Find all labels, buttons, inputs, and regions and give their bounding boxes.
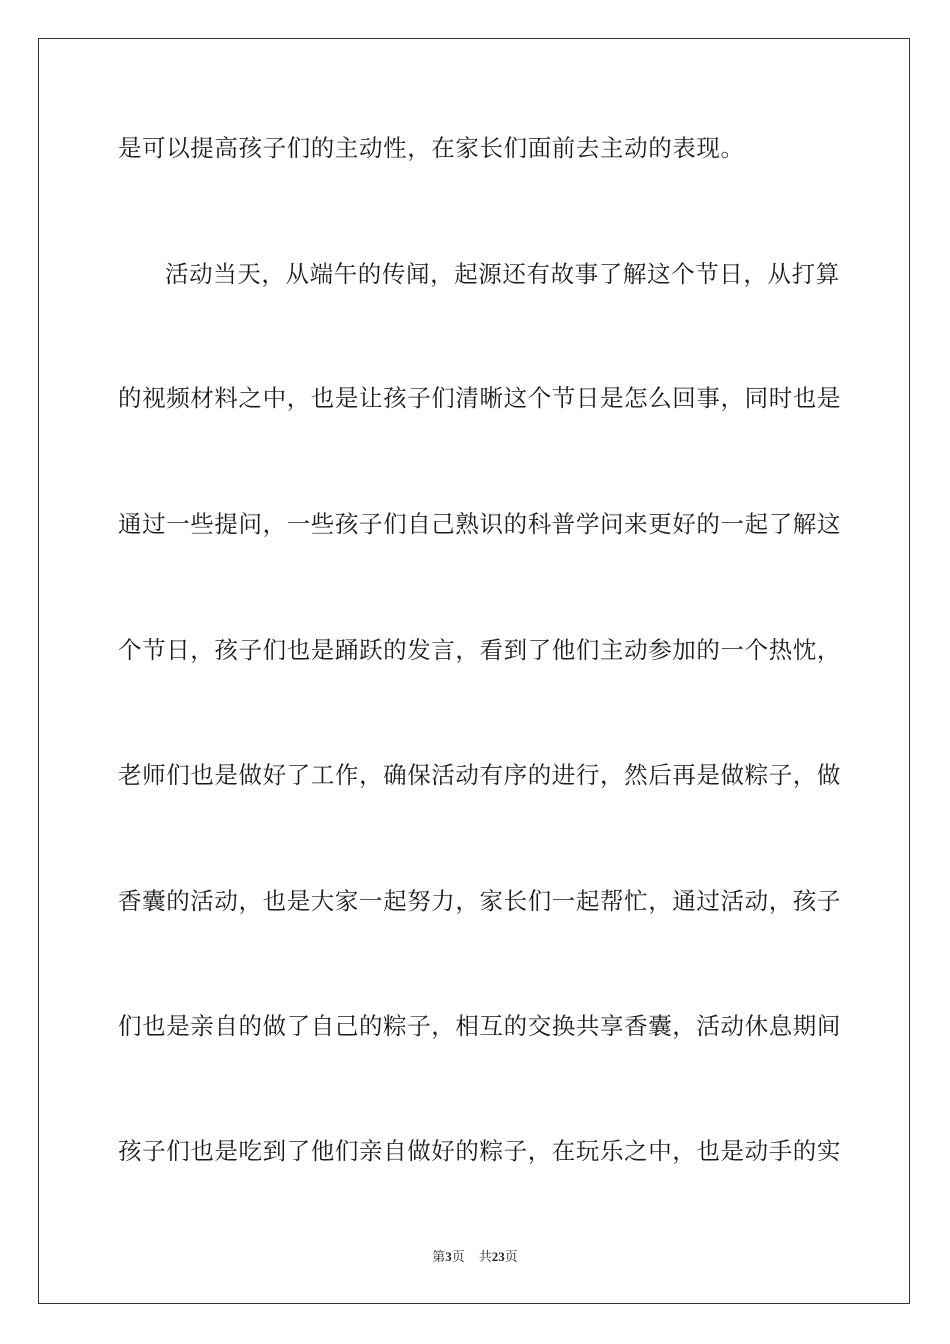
paragraph-line: 的视频材料之中，也是让孩子们清晰这个节日是怎么回事，同时也是 [118, 384, 841, 412]
paragraph-line: 香囊的活动，也是大家一起努力，家长们一起帮忙，通过活动，孩子 [118, 887, 841, 915]
paragraph-line: 老师们也是做好了工作，确保活动有序的进行，然后再是做粽子，做 [118, 761, 841, 789]
page-label-suffix: 页 [451, 1250, 465, 1265]
total-label-prefix: 共 [478, 1250, 492, 1265]
paragraph-line: 通过一些提问，一些孩子们自己熟识的科普学问来更好的一起了解这 [118, 510, 841, 538]
total-label-suffix: 页 [504, 1250, 518, 1265]
page-number: 3 [445, 1249, 452, 1264]
paragraph-line: 孩子们也是吃到了他们亲自做好的粽子，在玩乐之中，也是动手的实 [118, 1137, 841, 1165]
paragraph-line: 活动当天，从端午的传闻，起源还有故事了解这个节日，从打算 [165, 260, 840, 288]
page-border [38, 38, 910, 1304]
paragraph-line: 是可以提高孩子们的主动性，在家长们面前去主动的表现。 [118, 134, 745, 162]
paragraph-line: 们也是亲自的做了自己的粽子，相互的交换共享香囊，活动休息期间 [118, 1012, 841, 1040]
paragraph-line: 个节日，孩子们也是踊跃的发言，看到了他们主动参加的一个热忱， [118, 636, 841, 664]
page-label-prefix: 第 [432, 1250, 446, 1265]
total-pages: 23 [491, 1249, 505, 1264]
page-footer [0, 1248, 950, 1267]
